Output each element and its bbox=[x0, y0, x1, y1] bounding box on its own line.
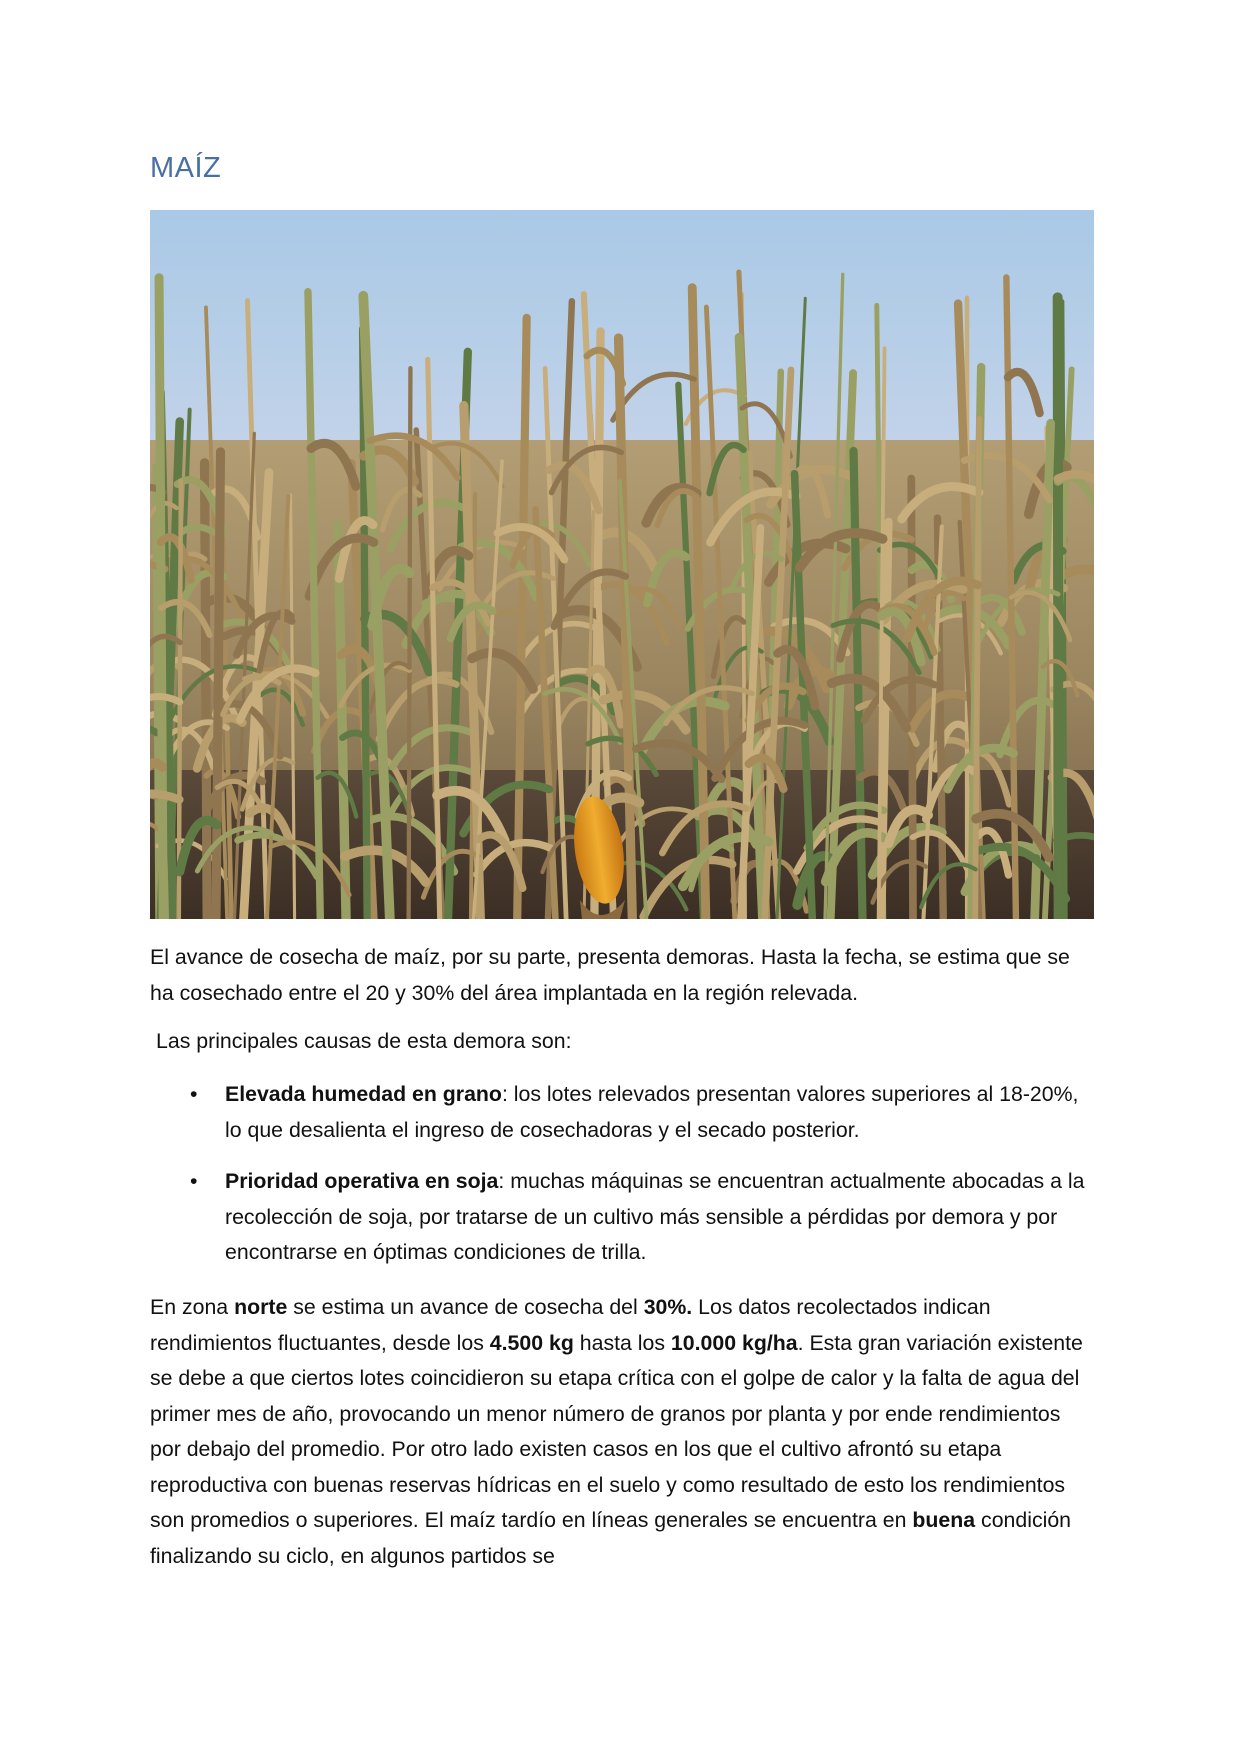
bold-run: 30%. bbox=[643, 1295, 693, 1319]
text-run: condición finalizando su ciclo, en algunos partidos se bbox=[150, 1508, 1072, 1568]
corn-stalk bbox=[159, 278, 163, 919]
cause-title: Prioridad operativa en soja bbox=[225, 1169, 499, 1193]
causes-list bbox=[150, 1077, 1094, 1287]
causes-intro: Las principales causas de esta demora son: bbox=[156, 1029, 572, 1053]
text-run: hasta los bbox=[573, 1330, 671, 1355]
list-item bbox=[150, 1077, 1094, 1148]
text-run: . Esta gran variación existente se debe a que ciertos lotes coincidieron su etapa crítica con el golpe de calor y la falta de agua del primer mes de año, provocando un menor número de granos por planta y por ende rendimientos por debajo del promedio. Por otro lado existen casos en los que el cultivo afrontó su etapa reproductiva con buenas reservas hídricas en el suelo y como resultado de esto los rendimientos son promedios o superiores. El maíz tardío en líneas generales se encuentra en bbox=[150, 1330, 1083, 1532]
corn-stalk bbox=[1058, 297, 1059, 919]
corn-stalk bbox=[409, 368, 411, 919]
bullet-icon: • bbox=[190, 1082, 198, 1106]
corn-stalk bbox=[975, 419, 979, 919]
bold-run: norte bbox=[234, 1295, 288, 1319]
text-run: En zona bbox=[150, 1295, 235, 1319]
text-run: Los datos recolectados indican rendimientos fluctuantes, desde los bbox=[150, 1295, 991, 1355]
north-zone-paragraph bbox=[150, 1290, 1094, 1574]
intro-paragraph: El avance de cosecha de maíz, por su parte, presenta demoras. Hasta la fecha, se estima que se ha cosechado entre el 20 y 30% del área implantada en la región relevada. bbox=[150, 945, 1070, 1005]
text-run: se estima un avance de cosecha del bbox=[287, 1295, 644, 1319]
bold-run: buena bbox=[912, 1508, 976, 1532]
cornfield-photo bbox=[150, 210, 1094, 919]
bullet-icon: • bbox=[190, 1169, 198, 1193]
cause-text: : los lotes relevados presentan valores superiores al 18-20%, lo que desalienta el ingreso de cosechadoras y el secado posterior. bbox=[225, 1082, 1079, 1142]
bold-run: 4.500 kg bbox=[489, 1330, 574, 1355]
cause-title: Elevada humedad en grano bbox=[225, 1082, 502, 1106]
section-heading: MAÍZ bbox=[150, 152, 222, 184]
cause-text: : muchas máquinas se encuentran actualmente abocadas a la recolección de soja, por tratarse de un cultivo más sensible a pérdidas por demora y por encontrarse en óptimas condiciones de trilla. bbox=[225, 1169, 1085, 1264]
corn-stalk bbox=[216, 452, 221, 919]
bold-run: 10.000 kg/ha bbox=[670, 1330, 798, 1355]
list-item bbox=[150, 1164, 1094, 1271]
